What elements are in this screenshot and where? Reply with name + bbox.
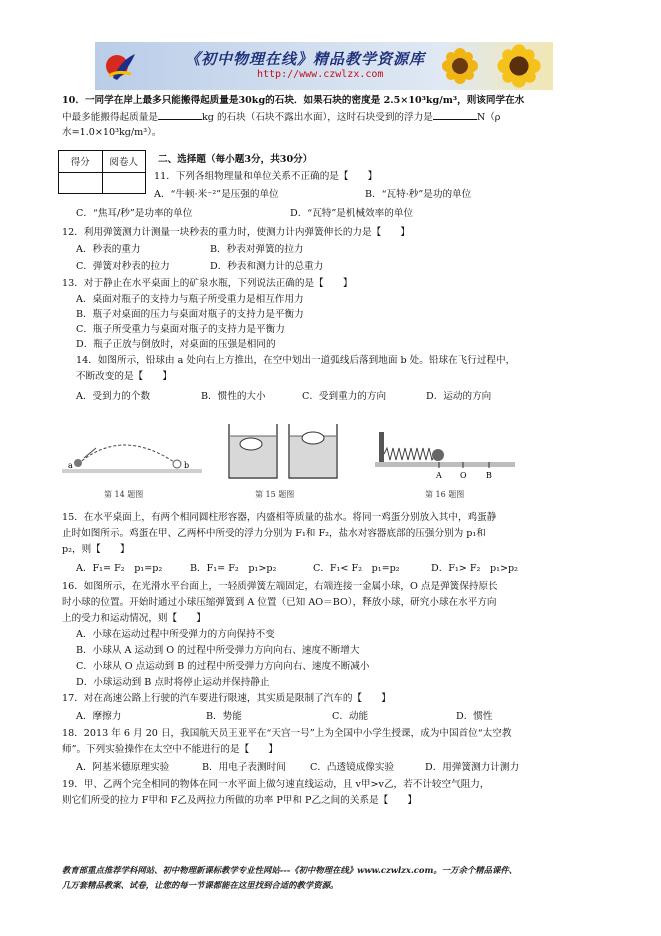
q10-line3: 水=1.0×10³kg/m³）。 <box>62 127 162 138</box>
q14-option-d[interactable]: D．运动的方向 <box>426 391 492 402</box>
fig14-arrow <box>84 448 96 458</box>
q12-option-d[interactable]: D．秒表和测力计的总重力 <box>210 261 324 272</box>
fig14-label-b: b <box>184 461 190 470</box>
q13-option-a[interactable]: A．桌面对瓶子的支持力与瓶子所受重力是相互作用力 <box>76 294 304 305</box>
fig16-spring <box>384 448 435 460</box>
q15-option-a[interactable]: A．F₁= F₂ p₁=p₂ <box>76 563 163 574</box>
q15-line2: 止时如图所示。鸡蛋在甲、乙两杯中所受的浮力分别为 F₁和 F₂，盐水对容器底部的压强分别为 p₁和 <box>62 528 486 539</box>
q15-option-c[interactable]: C．F₁< F₂ p₁=p₂ <box>313 563 400 574</box>
q16-option-d[interactable]: D．小球运动到 B 点时将停止运动并保持静止 <box>76 677 270 688</box>
q10-text2b: kg 的石块（石块不露出水面），这时石块受到的浮力是 <box>201 112 433 123</box>
score-cell[interactable] <box>59 172 103 194</box>
q17-stem: 17．对在高速公路上行驶的汽车要进行限速，其实质是限制了汽车的【 】 <box>62 693 391 704</box>
fig15-caption: 第 15 题图 <box>255 490 295 499</box>
grader-label: 阅卷人 <box>102 151 146 173</box>
q15-line3: p₂，则【 】 <box>62 544 130 555</box>
fig16-table <box>375 462 515 467</box>
q15-option-b[interactable]: B．F₁= F₂ p₁>p₂ <box>190 563 277 574</box>
q18-option-d[interactable]: D．用弹簧测力计测力 <box>425 762 520 773</box>
site-logo-icon <box>103 48 139 84</box>
q14-option-a[interactable]: A．受到力的个数 <box>76 391 151 402</box>
fig16-wall <box>379 432 384 462</box>
header-banner <box>95 42 553 90</box>
q17-option-c[interactable]: C．动能 <box>332 711 369 722</box>
q11-stem: 11．下列各组物理量和单位关系不正确的是【 】 <box>154 171 378 182</box>
section-heading: 二、选择题（每小题3分，共30分） <box>158 154 313 165</box>
q10-blank2[interactable] <box>433 110 477 120</box>
q11-option-d[interactable]: D．“瓦特”是机械效率的单位 <box>290 208 414 219</box>
fig14-ball-a <box>74 459 82 467</box>
fig15-diagram <box>225 422 345 482</box>
fig14-label-a: a <box>68 461 73 470</box>
footer-line2: 几万套精品教案、试卷，让您的每一节课都能在这里找到合适的教学资源。 <box>62 880 339 890</box>
q14-stem2: 不断改变的是【 】 <box>76 371 172 382</box>
q11-option-a[interactable]: A．“牛顿·米⁻²”是压强的单位 <box>154 189 279 200</box>
q10-blank1[interactable] <box>158 110 202 120</box>
q17-option-d[interactable]: D．惯性 <box>456 711 493 722</box>
q14-stem1: 14．如图所示，铅球由 a 处向右上方推出，在空中划出一道弧线后落到地面 b 处。铅球在飞行过程中， <box>76 355 516 366</box>
q18-line1: 18．2013 年 6 月 20 日，我国航天员王亚平在“天宫一号”上为全国中小学生授课，成为中国首位“太空教 <box>62 728 512 739</box>
fig16-label-A: A <box>436 471 442 480</box>
q17-option-a[interactable]: A．摩擦力 <box>76 711 122 722</box>
grader-cell[interactable] <box>102 172 146 194</box>
q19-line2: 则它们所受的拉力 F甲和 F乙及两拉力所做的功率 P甲和 P乙之间的关系是【 】 <box>62 795 418 806</box>
q18-option-a[interactable]: A．阿基米德原理实验 <box>76 762 170 773</box>
fig16-diagram <box>375 430 515 482</box>
fig16-label-B: B <box>486 471 492 480</box>
q16-option-a[interactable]: A．小球在运动过程中所受弹力的方向保持不变 <box>76 629 275 640</box>
q14-option-b[interactable]: B．惯性的大小 <box>201 391 266 402</box>
q15-option-d[interactable]: D．F₁> F₂ p₁>p₂ <box>431 563 518 574</box>
q16-line3: 上的受力和运动情况，则【 】 <box>62 613 206 624</box>
fig16-label-O: O <box>460 471 467 480</box>
q11-option-c[interactable]: C．“焦耳/秒”是功率的单位 <box>76 208 193 219</box>
q12-option-b[interactable]: B．秒表对弹簧的拉力 <box>210 244 304 255</box>
q18-line2: 师”。下列实验操作在太空中不能进行的是【 】 <box>62 744 278 755</box>
score-box <box>58 150 146 194</box>
q18-option-b[interactable]: B．用电子表测时间 <box>202 762 286 773</box>
fig14-ball-b <box>173 460 181 468</box>
q17-option-b[interactable]: B．势能 <box>206 711 242 722</box>
q12-stem: 12．利用弹簧测力计测量一块秒表的重力时，使测力计内弹簧伸长的力是【 】 <box>62 227 410 238</box>
q13-option-c[interactable]: C．瓶子所受重力与桌面对瓶子的支持力是平衡力 <box>76 324 285 335</box>
q10-text2c: N（ρ <box>476 112 501 123</box>
q16-option-b[interactable]: B．小球从 A 运动到 O 的过程中所受弹力方向向右、速度不断增大 <box>76 645 360 656</box>
footer-line1: 教育部重点推荐学科网站、初中物理新课标教学专业性网站---《初中物理在线》www.czwlzx.com。一万余个精品课件、 <box>62 865 518 875</box>
sunflower-icon <box>440 46 480 86</box>
q10-text2a: 中最多能搬得起质量是 <box>62 112 158 123</box>
fig14-caption: 第 14 题图 <box>104 490 144 499</box>
fig15-beaker-right <box>289 424 337 478</box>
q19-line1: 19．甲、乙两个完全相同的物体在同一水平面上做匀速直线运动，且 v甲>v乙，若不计较空气阻力， <box>62 779 490 790</box>
fig14-diagram <box>62 432 202 482</box>
q16-line2: 时小球的位置。开始时通过小球压缩弹簧到 A 位置（已知 AO＝BO），释放小球，研究小球在水平方向 <box>62 597 497 608</box>
q10-line2 <box>62 110 500 124</box>
sunflower-icon <box>495 42 543 90</box>
q16-option-c[interactable]: C．小球从 O 点运动到 B 的过程中所受弹力方向向右、速度不断减小 <box>76 661 370 672</box>
fig15-beaker-left <box>229 424 277 478</box>
fig16-caption: 第 16 题图 <box>425 490 465 499</box>
q16-line1: 16．如图所示，在光滑水平台面上，一轻质弹簧左端固定，右端连接一金属小球，O 点是弹簧保持原长 <box>62 581 498 592</box>
q10-text1: 10．一同学在岸上最多只能搬得起质量是30kg的石块．如果石块的密度是 2.5×10³kg/m³，则该同学在水 <box>62 95 525 106</box>
fig14-trajectory <box>78 445 177 464</box>
score-label: 得分 <box>59 151 103 173</box>
q12-option-c[interactable]: C．弹簧对秒表的拉力 <box>76 261 170 272</box>
q11-option-b[interactable]: B．“瓦特·秒”是功的单位 <box>365 189 472 200</box>
q10-line1 <box>62 94 524 107</box>
q13-option-b[interactable]: B．瓶子对桌面的压力与桌面对瓶子的支持力是平衡力 <box>76 309 304 320</box>
q13-stem: 13．对于静止在水平桌面上的矿泉水瓶，下列说法正确的是【 】 <box>62 278 353 289</box>
q13-option-d[interactable]: D．瓶子正放与倒放时，对桌面的压强是相同的 <box>76 339 276 350</box>
fig16-ball <box>432 449 444 461</box>
q12-option-a[interactable]: A．秒表的重力 <box>76 244 141 255</box>
q18-option-c[interactable]: C．凸透镜成像实验 <box>310 762 395 773</box>
banner-url: http://www.czwlzx.com <box>257 69 384 80</box>
banner-title: 《初中物理在线》精品教学资源库 <box>185 50 426 68</box>
fig14-ground <box>62 469 202 473</box>
q15-line1: 15．在水平桌面上，有两个相同圆柱形容器，内盛相等质量的盐水。将同一鸡蛋分别放入其中，鸡蛋静 <box>62 512 497 523</box>
q14-option-c[interactable]: C．受到重力的方向 <box>302 391 387 402</box>
